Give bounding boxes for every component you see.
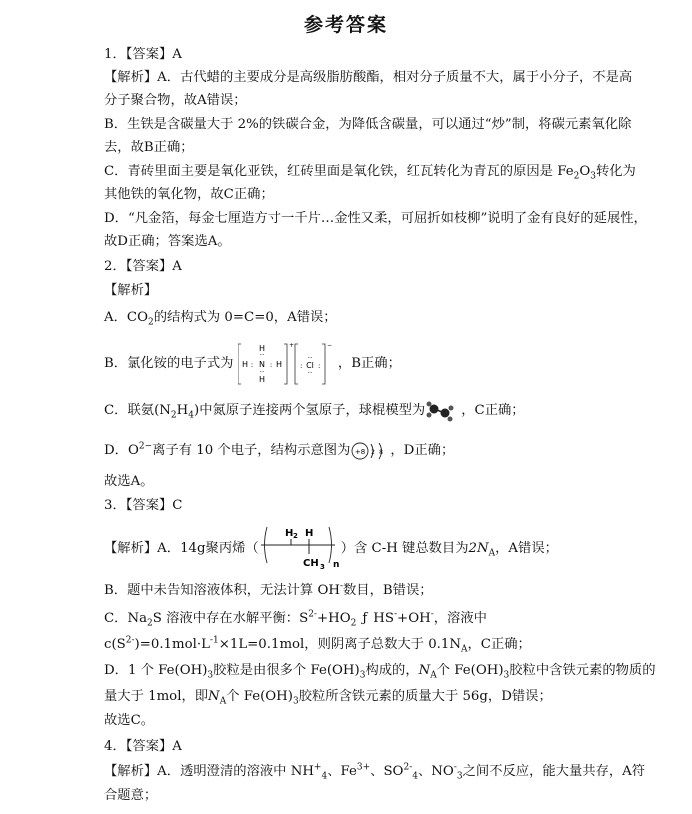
- q1-answer: 1．【答案】A: [104, 47, 182, 62]
- q2-line-b: [104, 340, 401, 388]
- sup: +: [313, 762, 322, 773]
- text: ）含 C-H 键总数目为: [340, 541, 469, 556]
- svg-text:−: −: [326, 341, 332, 349]
- q3-line-b: [104, 582, 433, 600]
- q2-line-d: [104, 438, 454, 464]
- text: 【解析】A．透明澄清的溶液中 NH: [104, 764, 314, 779]
- q4-answer: 4．【答案】A: [104, 739, 182, 754]
- q1-line-7: D．“凡金箔，每金七厘造方寸一千片…金性又柔，可屈折如枝柳”说明了金有良好的延展性，: [104, 211, 647, 226]
- q1-line-2: 分子聚合物，故A错误；: [104, 93, 247, 108]
- q3-line-e: [104, 662, 656, 680]
- sup: -: [453, 762, 457, 773]
- ammonium-chloride-electron-formula-figure: [238, 341, 334, 387]
- sup: 2−: [138, 441, 153, 452]
- svg-text:+: +: [288, 341, 294, 349]
- text: 的结构式为 0=C=0，A错误；: [153, 310, 337, 325]
- svg-text:··: ··: [259, 367, 264, 376]
- h-bottom: H: [258, 374, 265, 384]
- sup: -: [339, 581, 343, 592]
- sub: 3: [292, 696, 299, 707]
- text: B．氯化铵的电子式为: [104, 356, 234, 371]
- text: 数目，B错误；: [343, 583, 433, 598]
- sub: 3: [359, 670, 366, 681]
- page-title: 参考答案: [303, 14, 388, 36]
- sup: -: [394, 609, 398, 620]
- sub: 4: [321, 771, 328, 782]
- q2-answer: 2．【答案】A: [104, 259, 182, 274]
- h2-label: H: [284, 527, 294, 539]
- sup: -: [430, 609, 434, 620]
- text: ，B正确；: [337, 356, 401, 371]
- nucleus-charge: +8: [355, 447, 366, 456]
- q2-line-c: [104, 398, 525, 424]
- sub: 3: [456, 771, 463, 782]
- text: c(S: [104, 637, 126, 652]
- formula: +OH: [397, 611, 431, 626]
- svg-text::: :: [317, 361, 321, 370]
- svg-text::: :: [299, 361, 303, 370]
- h2-sub: 2: [292, 531, 298, 540]
- q1-line-5: [104, 163, 636, 181]
- text: 转化为: [595, 164, 636, 179]
- h-right: H: [275, 359, 282, 369]
- text: ×1L=0.1mol，则阴离子总数大于 0.1N: [218, 637, 461, 652]
- n-center: N: [258, 359, 265, 369]
- oxide-ion-structure-figure: [350, 440, 390, 462]
- text: S 溶液中存在水解平衡：: [152, 611, 300, 626]
- svg-text:··: ··: [259, 350, 264, 359]
- text: C．青砖里面主要是氧化亚铁，红砖里面是氧化铁，红瓦转化为青瓦的原因是 Fe: [104, 164, 574, 179]
- sub: 2: [170, 410, 177, 421]
- formula: CO: [126, 310, 148, 325]
- text: ，C正确；: [467, 637, 531, 652]
- shell-2: 8: [379, 448, 384, 456]
- q3-line-d: [104, 636, 531, 654]
- sub: A: [488, 548, 496, 559]
- degree-n: n: [332, 559, 340, 570]
- text: A．: [104, 310, 127, 325]
- text: )=0.1mol·L: [134, 637, 210, 652]
- sub: A: [430, 670, 437, 681]
- text: 胶粒所含铁元素的质量大于 56g，D错误；: [298, 689, 552, 704]
- text: 个 Fe(OH): [436, 663, 504, 678]
- sub: 2: [147, 618, 153, 629]
- text: 、NO: [417, 764, 454, 779]
- q3-conclusion: 故选C。: [104, 713, 155, 728]
- h-top: H: [258, 343, 265, 353]
- q1-line-1: 【解析】A．古代蜡的主要成分是高级脂肪酸酯，相对分子质量不大，属于小分子，不是高: [104, 70, 633, 85]
- text: 离子有 10 个电子，结构示意图为: [152, 443, 351, 458]
- text: O: [579, 164, 591, 179]
- formula: ): [193, 403, 200, 418]
- formula: 2N: [468, 541, 489, 556]
- ch3-label: CH: [302, 557, 319, 569]
- text: 中氮原子连接两个氢原子，球棍模型为: [199, 403, 426, 418]
- text: ，C正确；: [461, 403, 525, 418]
- q4-line-a: [104, 763, 645, 781]
- formula: N: [418, 663, 431, 678]
- q3-line-f: [104, 688, 552, 706]
- q3-answer: 3．【答案】C: [104, 498, 183, 513]
- formula: HS: [373, 611, 394, 626]
- q3-line-c: [104, 610, 487, 628]
- sup: -1: [209, 635, 219, 646]
- sub: 2: [147, 317, 154, 328]
- sub: 3: [590, 171, 596, 182]
- polypropylene-structure-figure: [259, 521, 341, 577]
- svg-text:··: ··: [307, 353, 312, 362]
- h-label: H: [304, 527, 314, 539]
- cl-symbol: Cl: [305, 360, 314, 370]
- sup: 3+: [356, 762, 371, 773]
- sub: 4: [188, 410, 194, 421]
- formula: (N: [154, 403, 171, 418]
- sup: 2-: [403, 762, 413, 773]
- svg-text::: :: [269, 360, 272, 369]
- text: 个 Fe(OH): [226, 689, 293, 704]
- formula: ƒ: [362, 611, 368, 626]
- svg-text::: :: [250, 360, 253, 369]
- sub: 3: [503, 670, 510, 681]
- q1-line-4: 去，故B正确；: [104, 140, 194, 155]
- sub: 2: [350, 618, 357, 629]
- text: C．Na: [104, 611, 148, 626]
- sub: 3: [207, 670, 214, 681]
- shell-1: 2: [371, 448, 376, 456]
- q2-line-a: [104, 309, 337, 327]
- formula: N: [208, 689, 220, 704]
- ch3-sub: 3: [319, 562, 325, 571]
- text: 【解析】A．14g聚丙烯（: [104, 541, 259, 556]
- sub: A: [460, 644, 468, 655]
- q4-line-b: 合题意；: [104, 788, 158, 803]
- h-left: H: [241, 359, 248, 369]
- formula: S: [299, 611, 309, 626]
- q1-line-6: 其他铁的氧化物，故C正确；: [104, 187, 274, 202]
- sub: A: [219, 696, 227, 707]
- text: ，溶液中: [433, 611, 487, 626]
- text: D．1 个 Fe(OH): [104, 663, 208, 678]
- text: 、SO: [370, 764, 404, 779]
- formula: H: [176, 403, 189, 418]
- text: 构成的，: [365, 663, 419, 678]
- text: B．题中未告知溶液体积，无法计算 OH: [104, 583, 340, 598]
- q1-line-8: 故D正确；答案选A。: [104, 234, 231, 249]
- text: 之间不反应，能大量共存，A符: [462, 764, 646, 779]
- q1-line-3: B．生铁是含碳量大于 2%的铁碳合金，为降低含碳量，可以通过“炒”制，将碳元素氧化除: [104, 117, 632, 132]
- q3-line-a: [104, 520, 558, 578]
- text: C．联氨: [104, 403, 155, 418]
- sup: 2-: [308, 609, 317, 620]
- sub: 2: [573, 171, 580, 182]
- q2-conclusion: 故选A。: [104, 474, 154, 489]
- formula: O: [127, 443, 139, 458]
- text: ，D正确；: [390, 443, 455, 458]
- text: D．: [104, 443, 128, 458]
- formula: +HO: [316, 611, 351, 626]
- q2-analysis-label: 【解析】: [104, 283, 158, 298]
- sup: 2-: [125, 635, 135, 646]
- text: ，A错误；: [495, 541, 558, 556]
- text: 量大于 1mol，即: [104, 689, 209, 704]
- svg-text:··: ··: [307, 368, 312, 377]
- text: 、Fe: [327, 764, 357, 779]
- text: 胶粒中含铁元素的物质的: [509, 663, 656, 678]
- hydrazine-ball-stick-model-figure: [425, 400, 455, 422]
- text: 胶粒是由很多个 Fe(OH): [213, 663, 360, 678]
- sub: 4: [412, 771, 418, 782]
